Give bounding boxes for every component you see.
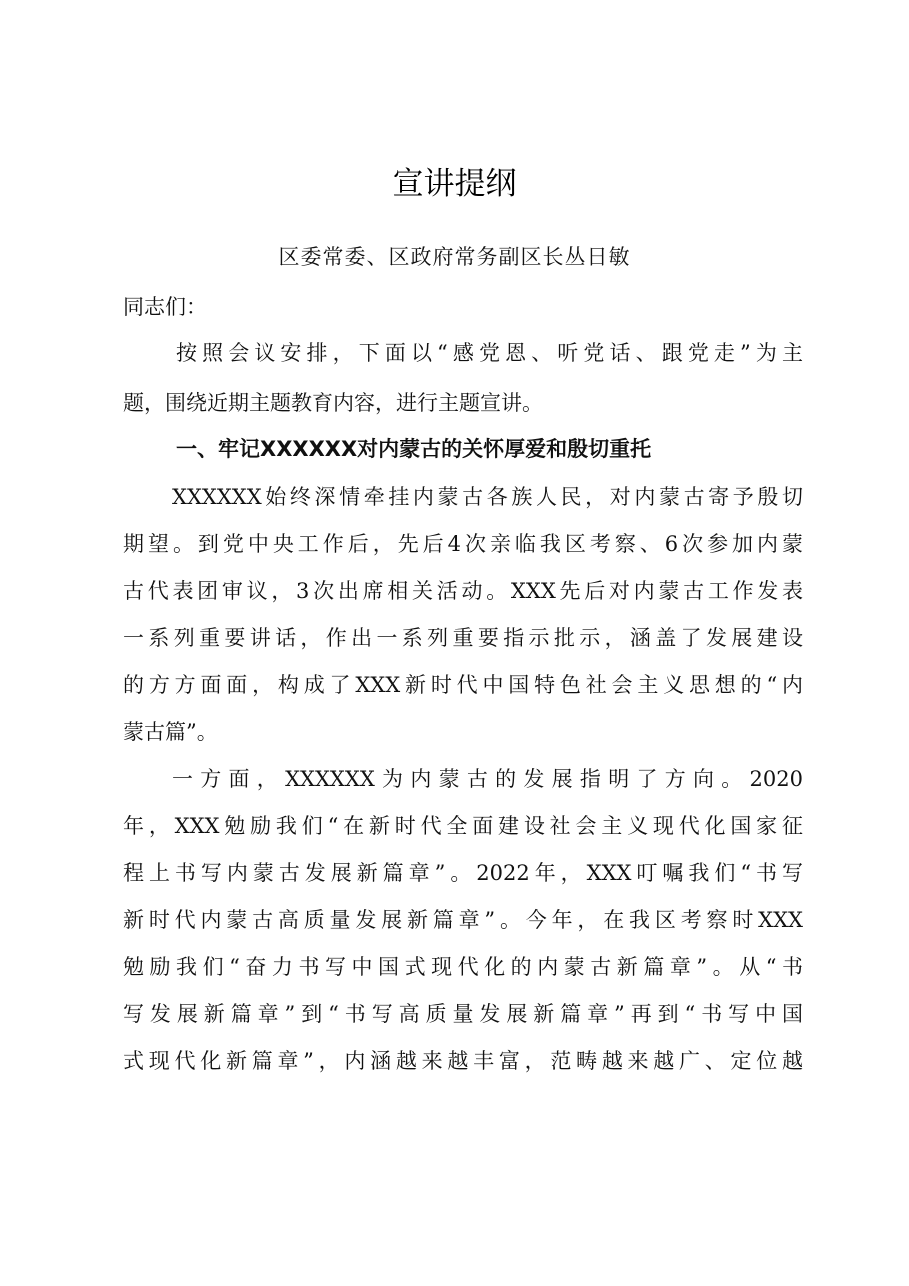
paragraph-line: 年，XXX勉励我们“在新时代全面建设社会主义现代化国家征 bbox=[123, 814, 803, 838]
paragraph-line: 的方方面面，构成了XXX新时代中国特色社会主义思想的“内 bbox=[123, 673, 803, 697]
intro-line: 题，围绕近期主题教育内容，进行主题宣讲。 bbox=[123, 391, 543, 415]
paragraph-line: 蒙古篇”。 bbox=[123, 720, 218, 744]
salutation: 同志们： bbox=[123, 295, 207, 319]
paragraph-line: 一系列重要讲话，作出一系列重要指示批示，涵盖了发展建设 bbox=[123, 626, 803, 650]
document-title: 宣讲提纲 bbox=[392, 166, 517, 202]
paragraph-line: 新时代内蒙古高质量发展新篇章”。今年，在我区考察时XXX bbox=[123, 908, 803, 932]
paragraph-line: 一方面，XXXXXX为内蒙古的发展指明了方向。2020 bbox=[172, 767, 803, 791]
paragraph-line: 期望。到党中央工作后，先后4次亲临我区考察、6次参加内蒙 bbox=[123, 532, 803, 556]
document-byline: 区委常委、区政府常务副区长丛日敏 bbox=[278, 245, 631, 269]
section-heading: 一、牢记XXXXXX对内蒙古的关怀厚爱和殷切重托 bbox=[176, 437, 652, 461]
paragraph-line: 写发展新篇章”到“书写高质量发展新篇章”再到“书写中国 bbox=[123, 1002, 803, 1026]
paragraph-line: XXXXXX始终深情牵挂内蒙古各族人民，对内蒙古寄予殷切 bbox=[172, 485, 803, 509]
paragraph-line: 式现代化新篇章”，内涵越来越丰富，范畴越来越广、定位越 bbox=[123, 1049, 803, 1073]
paragraph-line: 勉励我们“奋力书写中国式现代化的内蒙古新篇章”。从“书 bbox=[123, 955, 803, 979]
paragraph-line: 古代表团审议，3次出席相关活动。XXX先后对内蒙古工作发表 bbox=[123, 579, 803, 603]
paragraph-line: 程上书写内蒙古发展新篇章”。2022年，XXX叮嘱我们“书写 bbox=[123, 861, 803, 885]
intro-line: 按照会议安排，下面以“感党恩、听党话、跟党走”为主 bbox=[176, 341, 803, 365]
